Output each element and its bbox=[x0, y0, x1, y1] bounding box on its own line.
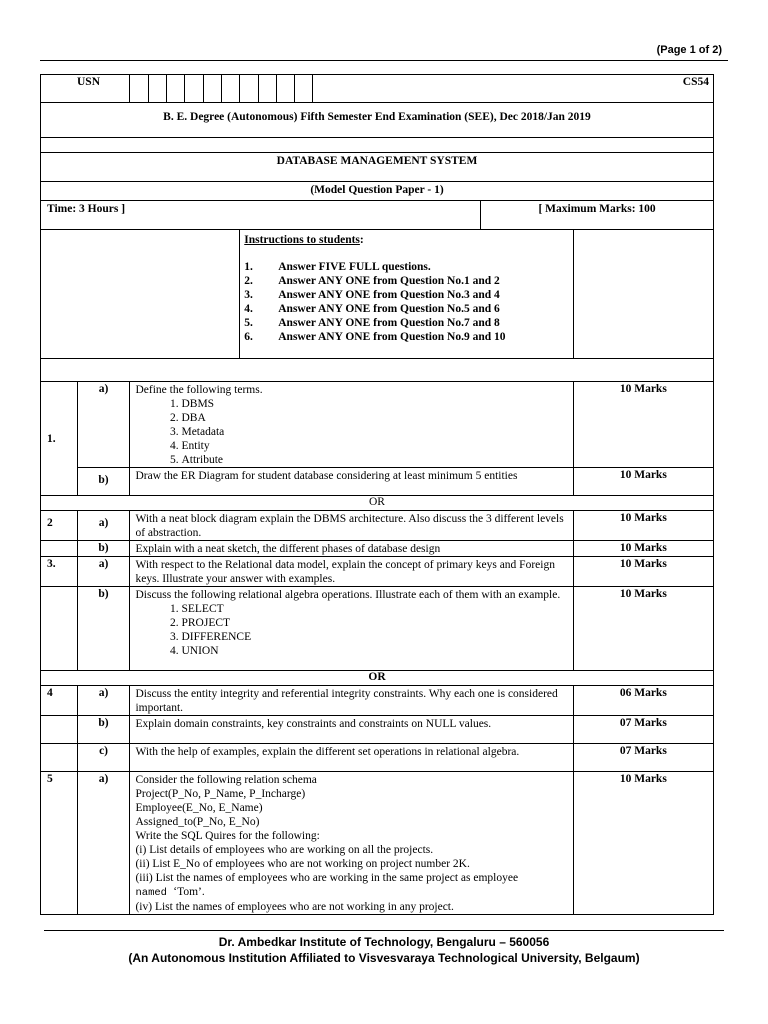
instruction-text: Answer ANY ONE from Question No.9 and 10 bbox=[278, 331, 506, 343]
instruction-item bbox=[244, 302, 568, 316]
or-divider: OR bbox=[41, 496, 714, 511]
blank-row bbox=[41, 138, 714, 153]
degree-line: B. E. Degree (Autonomous) Fifth Semester End Examination (SEE), Dec 2018/Jan 2019 bbox=[41, 103, 714, 138]
question-marks: 10 Marks bbox=[573, 587, 713, 671]
question-line: Consider the following relation schema bbox=[135, 774, 317, 786]
top-rule bbox=[40, 60, 728, 61]
footer bbox=[0, 934, 768, 966]
question-text bbox=[130, 587, 573, 671]
question-marks: 10 Marks bbox=[573, 557, 713, 587]
exam-paper-table bbox=[40, 74, 714, 915]
usn-digit-box bbox=[221, 75, 239, 103]
question-line: (i) List details of employees who are working on all the projects. bbox=[135, 844, 434, 856]
question-number: 4 bbox=[41, 686, 78, 716]
question-text: Explain domain constraints, key constraints and constraints on NULL values. bbox=[130, 716, 573, 744]
question-text-intro: Discuss the following relational algebra operations. Illustrate each of them with an example. bbox=[135, 589, 561, 601]
separator-row bbox=[41, 359, 714, 382]
term-item: 1. SELECT bbox=[181, 602, 568, 616]
term-item: 1. DBMS bbox=[181, 397, 568, 411]
question-line: Assigned_to(P_No, E_No) bbox=[135, 816, 260, 828]
usn-label: USN bbox=[41, 75, 130, 103]
usn-digit-box bbox=[167, 75, 185, 103]
instructions-title bbox=[244, 234, 568, 246]
usn-digit-box bbox=[130, 75, 148, 103]
question-part-label: b) bbox=[77, 587, 130, 671]
subject-title: DATABASE MANAGEMENT SYSTEM bbox=[41, 153, 714, 182]
question-part-label: a) bbox=[77, 557, 130, 587]
term-list bbox=[135, 397, 568, 467]
question-row bbox=[41, 541, 714, 557]
question-marks: 10 Marks bbox=[573, 468, 713, 496]
question-part-label: b) bbox=[77, 468, 130, 496]
question-row bbox=[41, 716, 714, 744]
question-part-label: b) bbox=[77, 716, 130, 744]
instruction-item bbox=[244, 330, 568, 344]
question-row bbox=[41, 587, 714, 671]
question-marks: 10 Marks bbox=[573, 511, 713, 541]
page-number: (Page 1 of 2) bbox=[656, 44, 722, 56]
usn-digit-box bbox=[258, 75, 276, 103]
question-marks: 10 Marks bbox=[573, 772, 713, 915]
question-row bbox=[41, 772, 714, 915]
empty-cell bbox=[41, 541, 78, 557]
time-label: Time: 3 Hours ] bbox=[41, 201, 481, 230]
question-line: (iv) List the names of employees who are not working in any project. bbox=[135, 901, 454, 913]
usn-row bbox=[41, 75, 714, 103]
question-marks: 07 Marks bbox=[573, 744, 713, 772]
question-marks: 07 Marks bbox=[573, 716, 713, 744]
question-line: Employee(E_No, E_Name) bbox=[135, 802, 263, 814]
instruction-item bbox=[244, 316, 568, 330]
instruction-text: Answer ANY ONE from Question No.1 and 2 bbox=[278, 275, 500, 287]
empty-cell bbox=[41, 744, 78, 772]
usn-digit-box bbox=[240, 75, 258, 103]
question-row bbox=[41, 511, 714, 541]
instructions-title-text: Instructions to students bbox=[244, 234, 360, 246]
question-text: With respect to the Relational data model, explain the concept of primary keys and Foreign keys. Illustrate your answer with examples. bbox=[130, 557, 573, 587]
question-marks: 10 Marks bbox=[573, 541, 713, 557]
instruction-number: 6. bbox=[244, 331, 253, 343]
instruction-item bbox=[244, 274, 568, 288]
question-line: (iii) List the names of employees who are working in the same project as employee bbox=[135, 872, 519, 884]
instruction-number: 1. bbox=[244, 261, 253, 273]
instructions-left-blank bbox=[41, 230, 240, 359]
question-part-label: a) bbox=[77, 686, 130, 716]
instruction-number: 4. bbox=[244, 303, 253, 315]
usn-digit-box bbox=[295, 75, 313, 103]
instructions-right-blank bbox=[573, 230, 713, 359]
question-text: With a neat block diagram explain the DBMS architecture. Also discuss the 3 different levels of abstraction. bbox=[130, 511, 573, 541]
term-item: 3. Metadata bbox=[181, 425, 568, 439]
question-number: 5 bbox=[41, 772, 78, 915]
question-row bbox=[41, 744, 714, 772]
question-part-label: a) bbox=[77, 511, 130, 541]
term-item: 4. UNION bbox=[181, 644, 568, 658]
paper-type: (Model Question Paper - 1) bbox=[41, 182, 714, 201]
named-value: ‘Tom’ bbox=[173, 886, 202, 898]
usn-digit-box bbox=[276, 75, 294, 103]
question-part-label: a) bbox=[77, 382, 130, 468]
named-prefix: named bbox=[135, 887, 174, 899]
usn-digit-box bbox=[148, 75, 166, 103]
question-text: Explain with a neat sketch, the different phases of database design bbox=[130, 541, 573, 557]
question-part-label: a) bbox=[77, 772, 130, 915]
term-list bbox=[135, 602, 568, 658]
question-text bbox=[130, 772, 573, 915]
term-item: 3. DIFFERENCE bbox=[181, 630, 568, 644]
course-code: CS54 bbox=[313, 75, 714, 103]
instructions-box bbox=[240, 230, 573, 359]
usn-digit-box bbox=[203, 75, 221, 103]
empty-cell bbox=[41, 587, 78, 671]
footer-affiliation: (An Autonomous Institution Affiliated to Visvesvaraya Technological University, Belgaum) bbox=[128, 951, 640, 965]
question-row bbox=[41, 686, 714, 716]
instructions-title-colon: : bbox=[359, 234, 364, 246]
instruction-item bbox=[244, 260, 568, 274]
instruction-number: 3. bbox=[244, 289, 253, 301]
instruction-number: 5. bbox=[244, 317, 253, 329]
term-item: 4. Entity bbox=[181, 439, 568, 453]
question-row bbox=[41, 557, 714, 587]
instruction-text: Answer ANY ONE from Question No.3 and 4 bbox=[278, 289, 500, 301]
instruction-item bbox=[244, 288, 568, 302]
question-number: 2 bbox=[41, 511, 78, 541]
question-line: Write the SQL Quires for the following: bbox=[135, 830, 320, 842]
question-part-label: c) bbox=[77, 744, 130, 772]
usn-digit-box bbox=[185, 75, 203, 103]
instruction-text: Answer ANY ONE from Question No.5 and 6 bbox=[278, 303, 500, 315]
empty-cell bbox=[41, 716, 78, 744]
question-text: With the help of examples, explain the different set operations in relational algebra. bbox=[130, 744, 573, 772]
question-text: Discuss the entity integrity and referential integrity constraints. Why each one is considered important. bbox=[130, 686, 573, 716]
question-text bbox=[130, 382, 573, 468]
question-marks: 10 Marks bbox=[573, 382, 713, 468]
question-line bbox=[135, 885, 568, 900]
named-suffix: . bbox=[201, 886, 205, 898]
time-marks-row bbox=[41, 201, 714, 230]
bottom-rule bbox=[44, 930, 724, 931]
question-number: 3. bbox=[41, 557, 78, 587]
question-number: 1. bbox=[41, 382, 78, 496]
max-marks-label: [ Maximum Marks: 100 bbox=[481, 201, 714, 230]
question-text: Draw the ER Diagram for student database considering at least minimum 5 entities bbox=[130, 468, 573, 496]
question-line: (ii) List E_No of employees who are not working on project number 2K. bbox=[135, 858, 470, 870]
term-item: 5. Attribute bbox=[181, 453, 568, 467]
instruction-text: Answer ANY ONE from Question No.7 and 8 bbox=[278, 317, 500, 329]
or-divider: OR bbox=[41, 671, 714, 686]
question-part-label: b) bbox=[77, 541, 130, 557]
instruction-number: 2. bbox=[244, 275, 253, 287]
question-text-intro: Define the following terms. bbox=[135, 384, 263, 396]
question-line: Project(P_No, P_Name, P_Incharge) bbox=[135, 788, 306, 800]
question-marks: 06 Marks bbox=[573, 686, 713, 716]
term-item: 2. DBA bbox=[181, 411, 568, 425]
instruction-text: Answer FIVE FULL questions. bbox=[278, 261, 431, 273]
footer-institute-name: Dr. Ambedkar Institute of Technology, Bengaluru – 560056 bbox=[218, 935, 550, 949]
instructions-row bbox=[41, 230, 714, 359]
question-row bbox=[41, 382, 714, 468]
question-row bbox=[41, 468, 714, 496]
term-item: 2. PROJECT bbox=[181, 616, 568, 630]
